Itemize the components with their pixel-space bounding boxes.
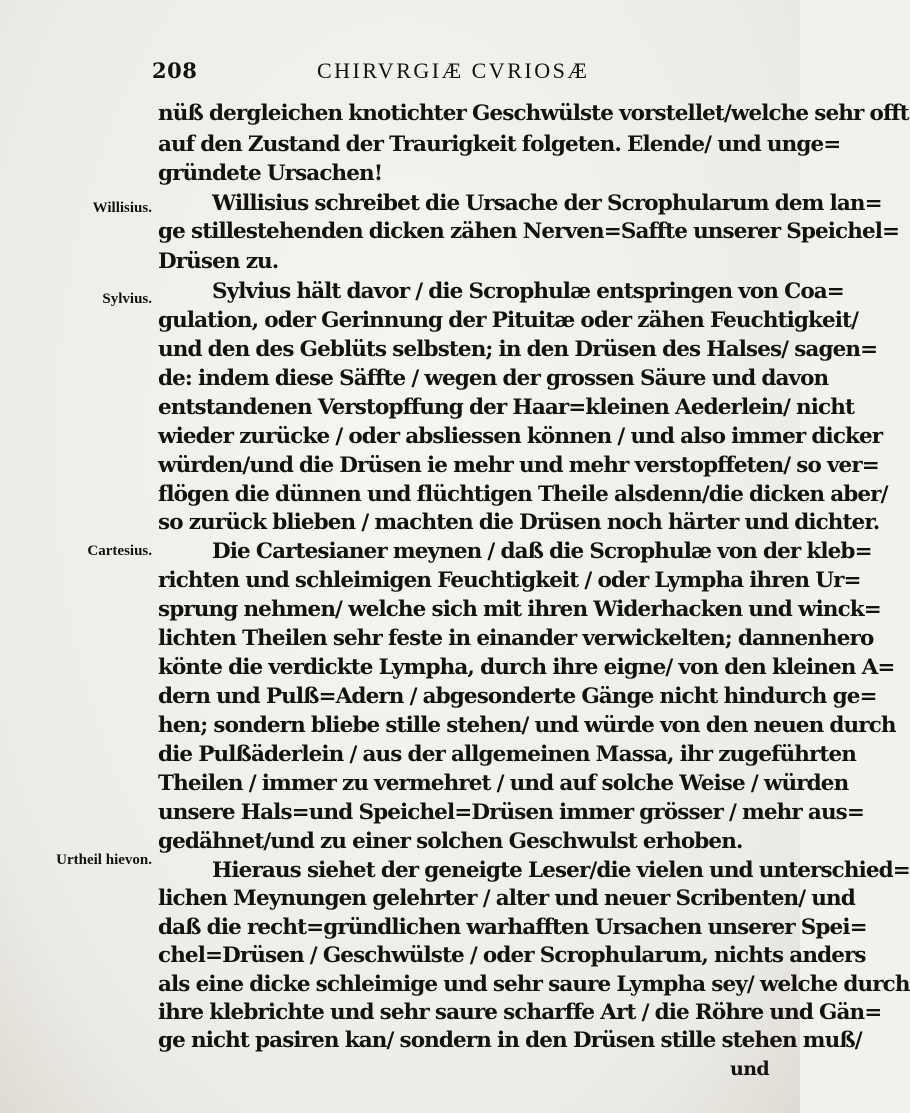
text-line: de: indem diese Säffte / wegen der grossen Säure und davon: [158, 366, 829, 391]
text-line: als eine dicke schleimige und sehr saure Lympha sey/ welche durch: [158, 972, 910, 997]
text-line: Die Cartesianer meynen / daß die Scrophulæ von der kleb=: [212, 539, 872, 564]
text-line: ge stillestehenden dicken zähen Nerven=Saffte unserer Speichel=: [158, 219, 900, 244]
text-line: richten und schleimigen Feuchtigkeit / oder Lympha ihren Ur=: [158, 568, 861, 593]
text-line: chel=Drüsen / Geschwülste / oder Scrophularum, nichts anders: [158, 943, 866, 968]
text-line: könte die verdickte Lympha, durch ihre eigne/ von den kleinen A=: [158, 655, 895, 680]
text-line: hen; sondern bliebe stille stehen/ und würde von den neuen durch: [158, 713, 896, 738]
margin-note-sylvius: Sylvius.: [102, 291, 152, 307]
margin-note-urtheil: Urtheil hievon.: [56, 852, 152, 868]
text-line: Sylvius hält davor / die Scrophulæ entspringen von Coa=: [212, 279, 844, 304]
bleed-through-text: [10, 470, 130, 486]
text-line: Theilen / immer zu vermehret / und auf solche Weise / würden: [158, 771, 849, 796]
text-line: entstandenen Verstopffung der Haar=kleinen Aederlein/ nicht: [158, 395, 854, 420]
page-number: 208: [152, 58, 198, 83]
text-line: würden/und die Drüsen ie mehr und mehr verstopffeten/ so ver=: [158, 453, 879, 478]
text-line: unsere Hals=und Speichel=Drüsen immer grösser / mehr aus=: [158, 800, 864, 825]
text-line: wieder zurücke / oder absliessen können / und also immer dicker: [158, 424, 883, 449]
page-header: [152, 58, 762, 84]
text-line: gulation, oder Gerinnung der Pituitæ oder zähen Feuchtigkeit/: [158, 308, 859, 333]
text-line: flögen die dünnen und flüchtigen Theile alsdenn/die dicken aber/: [158, 482, 888, 507]
margin-note-cartesius: Cartesius.: [87, 543, 152, 559]
text-line: ihre klebrichte und sehr saure scharffe Art / die Röhre und Gän=: [158, 1000, 882, 1025]
text-line: ge nicht pasiren kan/ sondern in den Drüsen stille stehen muß/: [158, 1028, 862, 1053]
text-line: dern und Pulß=Adern / abgesonderte Gänge nicht hindurch ge=: [158, 684, 877, 709]
text-line: und den des Geblüts selbsten; in den Drüsen des Halses/ sagen=: [158, 337, 878, 362]
text-line: lichen Meynungen gelehrter / alter und neuer Scribenten/ und: [158, 886, 855, 911]
text-line: Drüsen zu.: [158, 249, 279, 274]
text-line: Willisius schreibet die Ursache der Scrophularum dem lan=: [212, 191, 882, 216]
text-line: die Pulßäderlein / aus der allgemeinen Massa, ihr zugeführten: [158, 742, 856, 767]
text-line: so zurück blieben / machten die Drüsen noch härter und dichter.: [158, 510, 880, 535]
running-title: CHIRVRGIÆ CVRIOSÆ: [317, 58, 590, 83]
text-line: auf den Zustand der Traurigkeit folgeten. Elende/ und unge=: [158, 132, 841, 157]
text-line: daß die recht=gründlichen warhafften Ursachen unserer Spei=: [158, 915, 867, 940]
text-line: nüß dergleichen knotichter Geschwülste vorstellet/welche sehr offt: [158, 101, 909, 126]
text-line: Hieraus siehet der geneigte Leser/die vielen und unterschied=: [212, 858, 910, 883]
margin-note-willisius: Willisius.: [92, 200, 152, 216]
text-line: sprung nehmen/ welche sich mit ihren Widerhacken und winck=: [158, 597, 881, 622]
catchword: und: [730, 1058, 770, 1080]
text-line: gründete Ursachen!: [158, 161, 383, 186]
text-line: gedähnet/und zu einer solchen Geschwulst erhoben.: [158, 829, 743, 854]
text-line: lichten Theilen sehr feste in einander verwickelten; dannenhero: [158, 626, 874, 651]
